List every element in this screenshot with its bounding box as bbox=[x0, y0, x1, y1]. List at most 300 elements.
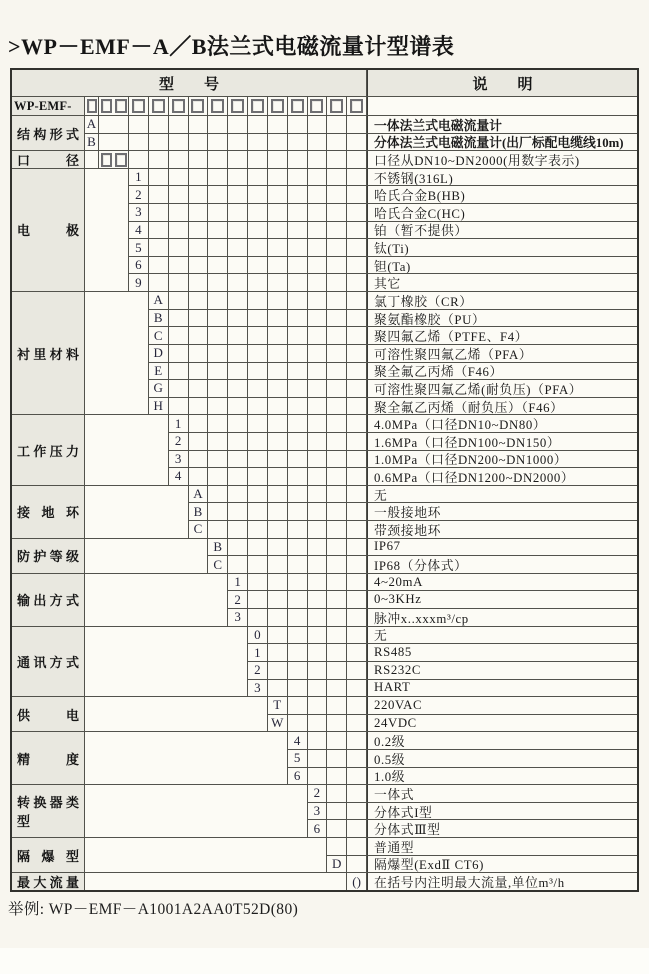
grid-cell bbox=[347, 627, 366, 644]
grid-cell bbox=[248, 574, 267, 591]
grid-cell bbox=[248, 398, 267, 415]
grid-cell bbox=[347, 785, 366, 802]
model-code-cell: 1 bbox=[228, 574, 247, 591]
grid-cell bbox=[248, 363, 267, 380]
grid-cell bbox=[288, 591, 307, 608]
grid-cell bbox=[208, 151, 227, 168]
model-code-cell: D bbox=[327, 856, 346, 873]
grid-cell bbox=[288, 222, 307, 239]
model-code-cell bbox=[327, 838, 346, 855]
checkbox-mark bbox=[211, 99, 224, 113]
grid-cell bbox=[169, 151, 188, 168]
grid-cell bbox=[169, 239, 188, 256]
description-cell: 氯丁橡胶（CR） bbox=[367, 292, 637, 309]
grid-cell bbox=[288, 697, 307, 714]
checkbox-mark bbox=[310, 99, 323, 113]
grid-cell bbox=[327, 486, 346, 503]
grid-cell bbox=[248, 327, 267, 344]
grid-cell bbox=[347, 803, 366, 820]
grid-cell bbox=[268, 169, 287, 186]
grid-cell bbox=[189, 169, 208, 186]
grid-cell bbox=[228, 468, 247, 485]
checkbox-cell bbox=[149, 97, 168, 115]
grid-cell bbox=[169, 116, 188, 133]
spec-table bbox=[10, 68, 639, 892]
description-cell: 一体式 bbox=[367, 785, 637, 802]
left-merge-cell bbox=[85, 151, 98, 168]
grid-cell bbox=[327, 468, 346, 485]
description-cell: 聚氨酯橡胶（PU） bbox=[367, 310, 637, 327]
model-code-cell: C bbox=[208, 556, 227, 573]
grid-cell bbox=[228, 310, 247, 327]
grid-cell bbox=[228, 503, 247, 520]
grid-cell bbox=[308, 591, 327, 608]
grid-cell bbox=[308, 697, 327, 714]
grid-cell bbox=[327, 662, 346, 679]
page-title: >WP－EMF－A／B法兰式电磁流量计型谱表 bbox=[8, 34, 455, 59]
model-code-cell: G bbox=[149, 380, 168, 397]
grid-cell bbox=[308, 433, 327, 450]
grid-cell bbox=[288, 204, 307, 221]
section-label-text: 防护等级 bbox=[17, 549, 79, 565]
left-merge-cell bbox=[85, 697, 267, 731]
grid-cell bbox=[327, 345, 346, 362]
model-code-cell: 4 bbox=[169, 468, 188, 485]
checkbox-cell bbox=[169, 97, 188, 115]
grid-cell bbox=[347, 697, 366, 714]
grid-cell bbox=[208, 327, 227, 344]
grid-cell bbox=[347, 186, 366, 203]
grid-cell bbox=[189, 134, 208, 151]
grid-cell bbox=[288, 363, 307, 380]
grid-cell bbox=[347, 609, 366, 626]
model-code-cell: A bbox=[189, 486, 208, 503]
description-cell: 0~3KHz bbox=[367, 591, 637, 608]
grid-cell bbox=[228, 363, 247, 380]
grid-cell bbox=[308, 292, 327, 309]
grid-cell bbox=[268, 257, 287, 274]
grid-cell bbox=[288, 715, 307, 732]
grid-cell bbox=[347, 662, 366, 679]
left-merge-cell bbox=[85, 838, 326, 872]
model-code-cell: () bbox=[347, 873, 366, 890]
grid-cell bbox=[268, 292, 287, 309]
model-code-cell: 4 bbox=[129, 222, 148, 239]
grid-cell bbox=[248, 521, 267, 538]
grid-cell bbox=[248, 257, 267, 274]
checkbox-cell bbox=[189, 97, 208, 115]
grid-cell bbox=[327, 503, 346, 520]
grid-cell bbox=[169, 204, 188, 221]
grid-cell bbox=[268, 433, 287, 450]
model-code-cell: 2 bbox=[308, 785, 327, 802]
left-merge-cell bbox=[85, 785, 307, 837]
grid-cell bbox=[327, 732, 346, 749]
section-label-text: 精度 bbox=[17, 751, 79, 767]
section-label bbox=[12, 415, 84, 484]
model-code-cell: 5 bbox=[129, 239, 148, 256]
grid-cell bbox=[347, 239, 366, 256]
model-code-cell: 6 bbox=[129, 257, 148, 274]
grid-cell bbox=[327, 415, 346, 432]
grid-cell bbox=[268, 151, 287, 168]
grid-cell bbox=[149, 186, 168, 203]
checkbox-mark bbox=[271, 99, 284, 113]
grid-cell bbox=[189, 292, 208, 309]
grid-cell bbox=[347, 486, 366, 503]
grid-cell bbox=[288, 186, 307, 203]
grid-cell bbox=[248, 204, 267, 221]
grid-cell bbox=[228, 345, 247, 362]
grid-cell bbox=[149, 204, 168, 221]
grid-cell bbox=[327, 169, 346, 186]
grid-cell bbox=[268, 609, 287, 626]
checkbox-mark bbox=[231, 99, 244, 113]
grid-cell bbox=[308, 451, 327, 468]
section-label bbox=[12, 116, 84, 150]
grid-cell bbox=[228, 556, 247, 573]
grid-cell bbox=[288, 680, 307, 697]
grid-cell bbox=[308, 169, 327, 186]
grid-cell bbox=[288, 609, 307, 626]
grid-cell bbox=[248, 116, 267, 133]
grid-cell bbox=[308, 556, 327, 573]
description-cell: 24VDC bbox=[367, 715, 637, 732]
section-label bbox=[12, 873, 84, 890]
description-cell: 4.0MPa（口径DN10~DN80） bbox=[367, 415, 637, 432]
model-code-cell: D bbox=[149, 345, 168, 362]
grid-cell bbox=[169, 345, 188, 362]
grid-cell bbox=[189, 310, 208, 327]
grid-cell bbox=[208, 222, 227, 239]
grid-cell bbox=[208, 451, 227, 468]
checkbox-mark bbox=[132, 99, 145, 113]
grid-cell bbox=[347, 591, 366, 608]
grid-cell bbox=[208, 116, 227, 133]
grid-cell bbox=[189, 186, 208, 203]
left-merge-cell bbox=[85, 486, 188, 538]
model-code-cell: B bbox=[85, 134, 98, 151]
grid-cell bbox=[189, 222, 208, 239]
grid-cell bbox=[327, 433, 346, 450]
grid-cell bbox=[288, 433, 307, 450]
grid-cell bbox=[288, 451, 307, 468]
grid-cell bbox=[347, 750, 366, 767]
left-merge-cell bbox=[85, 873, 346, 890]
grid-cell bbox=[208, 204, 227, 221]
grid-cell bbox=[268, 204, 287, 221]
grid-cell bbox=[268, 415, 287, 432]
grid-cell bbox=[308, 134, 327, 151]
description-cell: 一体法兰式电磁流量计 bbox=[367, 116, 637, 133]
grid-cell bbox=[248, 345, 267, 362]
table-header-description: 说 明 bbox=[367, 70, 637, 96]
grid-cell bbox=[268, 380, 287, 397]
grid-cell bbox=[308, 380, 327, 397]
grid-cell bbox=[327, 310, 346, 327]
grid-cell bbox=[268, 327, 287, 344]
grid-cell bbox=[208, 363, 227, 380]
description-cell: 1.0级 bbox=[367, 768, 637, 785]
grid-cell bbox=[169, 310, 188, 327]
grid-cell bbox=[288, 574, 307, 591]
grid-cell bbox=[248, 274, 267, 291]
grid-cell bbox=[308, 732, 327, 749]
model-code-cell: 6 bbox=[308, 820, 327, 837]
grid-cell bbox=[347, 292, 366, 309]
grid-cell bbox=[169, 169, 188, 186]
grid-cell bbox=[228, 186, 247, 203]
grid-cell bbox=[208, 134, 227, 151]
checkbox-cell bbox=[308, 97, 327, 115]
grid-cell bbox=[347, 380, 366, 397]
grid-cell bbox=[288, 503, 307, 520]
model-code-cell: C bbox=[149, 327, 168, 344]
description-cell: 哈氏合金B(HB) bbox=[367, 186, 637, 203]
grid-cell bbox=[288, 327, 307, 344]
grid-cell bbox=[288, 292, 307, 309]
page-bottom-margin bbox=[0, 948, 649, 974]
description-cell: 隔爆型(ExdⅡ CT6) bbox=[367, 856, 637, 873]
model-code-cell: A bbox=[149, 292, 168, 309]
grid-cell bbox=[169, 257, 188, 274]
left-merge-cell bbox=[85, 732, 287, 784]
grid-cell bbox=[308, 116, 327, 133]
description-cell: 无 bbox=[367, 627, 637, 644]
grid-cell bbox=[169, 327, 188, 344]
grid-cell bbox=[327, 609, 346, 626]
grid-cell bbox=[308, 204, 327, 221]
description-cell: 在括号内注明最大流量,单位m³/h bbox=[367, 873, 637, 890]
section-label bbox=[12, 732, 84, 784]
grid-cell bbox=[347, 257, 366, 274]
grid-cell bbox=[347, 768, 366, 785]
grid-cell bbox=[327, 627, 346, 644]
description-cell: 聚全氟乙丙烯（耐负压）（F46） bbox=[367, 398, 637, 415]
grid-cell bbox=[208, 433, 227, 450]
grid-cell bbox=[208, 310, 227, 327]
checkbox-mark bbox=[251, 99, 264, 113]
grid-cell bbox=[288, 310, 307, 327]
grid-cell bbox=[208, 257, 227, 274]
grid-cell bbox=[288, 151, 307, 168]
grid-cell bbox=[347, 169, 366, 186]
description-cell: HART bbox=[367, 680, 637, 697]
grid-cell bbox=[248, 292, 267, 309]
grid-cell bbox=[149, 239, 168, 256]
grid-cell bbox=[228, 222, 247, 239]
model-code-cell: 2 bbox=[248, 662, 267, 679]
checkbox-cell bbox=[248, 97, 267, 115]
grid-cell bbox=[347, 503, 366, 520]
grid-cell bbox=[149, 116, 168, 133]
checkbox-cell bbox=[85, 97, 98, 115]
grid-cell bbox=[208, 239, 227, 256]
grid-cell bbox=[308, 627, 327, 644]
section-label-text: 隔爆型 bbox=[17, 848, 79, 864]
section-label bbox=[12, 539, 84, 573]
grid-cell bbox=[288, 380, 307, 397]
grid-cell bbox=[208, 521, 227, 538]
grid-cell bbox=[268, 574, 287, 591]
grid-cell bbox=[208, 380, 227, 397]
grid-cell bbox=[189, 327, 208, 344]
model-code-cell: W bbox=[268, 715, 287, 732]
section-label-text: 通讯方式 bbox=[17, 654, 79, 670]
grid-cell bbox=[327, 451, 346, 468]
grid-cell bbox=[347, 433, 366, 450]
grid-cell bbox=[268, 539, 287, 556]
grid-cell bbox=[208, 486, 227, 503]
grid-cell bbox=[308, 415, 327, 432]
checkbox-cell bbox=[288, 97, 307, 115]
grid-cell bbox=[228, 274, 247, 291]
grid-cell bbox=[129, 151, 148, 168]
grid-cell bbox=[268, 468, 287, 485]
model-code-cell: 1 bbox=[129, 169, 148, 186]
grid-cell bbox=[149, 257, 168, 274]
grid-cell bbox=[228, 486, 247, 503]
left-merge-cell bbox=[85, 627, 247, 696]
model-code-cell: 2 bbox=[228, 591, 247, 608]
left-merge-cell bbox=[85, 574, 227, 626]
section-label-text: 电极 bbox=[17, 223, 79, 239]
grid-cell bbox=[308, 239, 327, 256]
model-code-cell: 3 bbox=[248, 680, 267, 697]
model-prefix: WP-EMF- bbox=[12, 97, 84, 115]
grid-cell bbox=[347, 680, 366, 697]
grid-cell bbox=[268, 310, 287, 327]
grid-cell bbox=[268, 345, 287, 362]
model-code-cell: A bbox=[86, 116, 97, 132]
model-code-cell: 0 bbox=[248, 627, 267, 644]
grid-cell bbox=[327, 151, 346, 168]
checkbox-mark bbox=[350, 99, 363, 113]
grid-cell bbox=[347, 644, 366, 661]
grid-cell bbox=[248, 556, 267, 573]
grid-cell bbox=[327, 768, 346, 785]
grid-cell bbox=[248, 186, 267, 203]
grid-cell bbox=[228, 257, 247, 274]
section-label bbox=[12, 169, 84, 291]
model-code-cell: B bbox=[189, 503, 208, 520]
grid-cell bbox=[327, 591, 346, 608]
grid-cell bbox=[308, 257, 327, 274]
grid-cell bbox=[308, 398, 327, 415]
section-label bbox=[12, 151, 84, 168]
grid-cell bbox=[268, 591, 287, 608]
section-label-text: 接地环 bbox=[17, 505, 79, 521]
grid-cell bbox=[149, 151, 168, 168]
grid-cell bbox=[268, 627, 287, 644]
section-label-text: 输出方式 bbox=[17, 593, 79, 609]
grid-cell bbox=[327, 803, 346, 820]
grid-cell bbox=[288, 539, 307, 556]
grid-cell bbox=[99, 134, 128, 151]
grid-cell bbox=[308, 662, 327, 679]
grid-cell bbox=[268, 556, 287, 573]
grid-cell bbox=[228, 539, 247, 556]
model-code-cell: H bbox=[149, 398, 168, 415]
section-label bbox=[12, 486, 84, 538]
grid-cell bbox=[288, 398, 307, 415]
grid-cell bbox=[327, 327, 346, 344]
checkbox-cell bbox=[99, 97, 128, 115]
description-cell: 无 bbox=[367, 486, 637, 503]
model-code-cell: 3 bbox=[228, 609, 247, 626]
checkbox-mark bbox=[330, 99, 343, 113]
description-cell: 钛(Ti) bbox=[367, 239, 637, 256]
grid-cell bbox=[228, 398, 247, 415]
grid-cell bbox=[228, 116, 247, 133]
grid-cell bbox=[308, 574, 327, 591]
grid-cell bbox=[268, 274, 287, 291]
grid-cell bbox=[308, 750, 327, 767]
left-merge-cell bbox=[85, 539, 207, 573]
checkbox-cell bbox=[327, 97, 346, 115]
description-cell: 0.2级 bbox=[367, 732, 637, 749]
grid-cell bbox=[347, 310, 366, 327]
grid-cell bbox=[228, 292, 247, 309]
description-cell: 不锈钢(316L) bbox=[367, 169, 637, 186]
description-cell: 分体式I型 bbox=[367, 803, 637, 820]
grid-cell bbox=[248, 503, 267, 520]
grid-cell bbox=[169, 134, 188, 151]
checkbox-mark bbox=[172, 99, 185, 113]
grid-cell bbox=[228, 433, 247, 450]
grid-cell bbox=[149, 134, 168, 151]
grid-cell bbox=[327, 116, 346, 133]
section-label bbox=[12, 627, 84, 696]
grid-cell bbox=[208, 186, 227, 203]
grid-cell bbox=[288, 239, 307, 256]
grid-cell bbox=[347, 715, 366, 732]
grid-cell bbox=[347, 134, 366, 151]
grid-cell bbox=[288, 486, 307, 503]
grid-cell bbox=[189, 398, 208, 415]
grid-cell bbox=[327, 380, 346, 397]
grid-cell bbox=[308, 521, 327, 538]
model-code-cell: 2 bbox=[129, 186, 148, 203]
grid-cell bbox=[169, 398, 188, 415]
grid-cell bbox=[288, 556, 307, 573]
checkbox-mark bbox=[87, 99, 97, 113]
grid-cell bbox=[189, 274, 208, 291]
description-cell: 脉冲x..xxxm³/cp bbox=[367, 609, 637, 626]
grid-cell bbox=[189, 380, 208, 397]
grid-cell bbox=[149, 169, 168, 186]
grid-cell bbox=[228, 327, 247, 344]
checkbox-mark bbox=[291, 99, 304, 113]
grid-cell bbox=[248, 380, 267, 397]
description-cell: 可溶性聚四氟乙烯（PFA） bbox=[367, 345, 637, 362]
grid-cell bbox=[129, 134, 148, 151]
grid-cell bbox=[288, 662, 307, 679]
grid-cell bbox=[248, 151, 267, 168]
checkbox-cell bbox=[347, 97, 366, 115]
grid-cell bbox=[308, 345, 327, 362]
grid-cell bbox=[327, 257, 346, 274]
grid-cell bbox=[327, 574, 346, 591]
description-cell: 聚四氟乙烯（PTFE、F4） bbox=[367, 327, 637, 344]
left-merge-cell bbox=[85, 292, 148, 414]
grid-cell bbox=[189, 204, 208, 221]
model-code-cell: 3 bbox=[308, 803, 327, 820]
grid-cell bbox=[327, 363, 346, 380]
model-code-cell: 1 bbox=[248, 644, 267, 661]
grid-cell bbox=[248, 310, 267, 327]
grid-cell bbox=[248, 222, 267, 239]
